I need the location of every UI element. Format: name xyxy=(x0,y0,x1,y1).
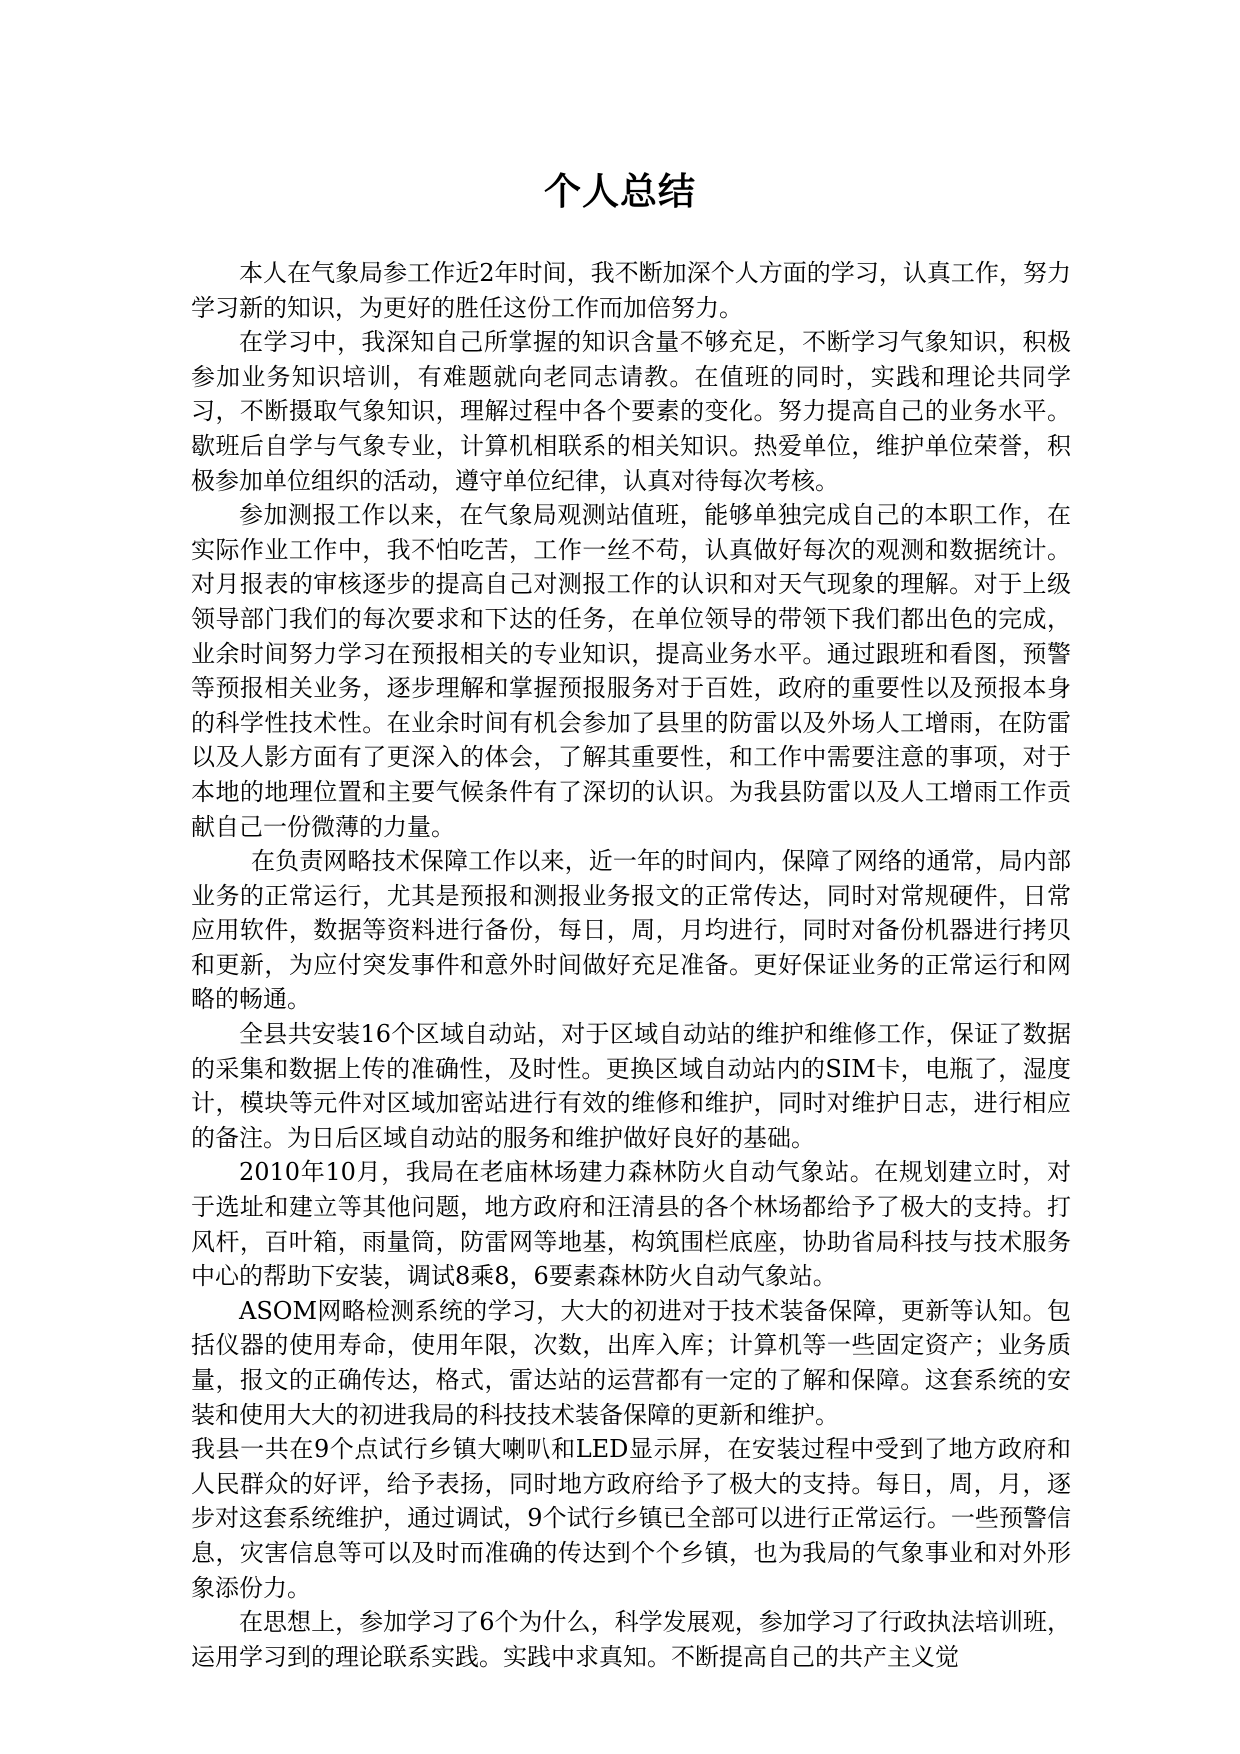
paragraph-ideology: 在思想上，参加学习了6个为什么，科学发展观，参加学习了行政执法培训班，运用学习到的理论联系实践。实践中求真知。不断提高自己的共产主义觉 xyxy=(191,1608,1071,1671)
paragraph-forest-fire-station: 2010年10月，我局在老庙林场建力森林防火自动气象站。在规划建立时，对于选址和建立等其他问题，地方政府和汪清县的各个林场都给予了极大的支持。打风杆，百叶箱，雨量筒，防雷网等地基，构筑围栏底座，协助省局科技与技术服务中心的帮助下安装，调试8乘8，6要素森林防火自动气象站。 xyxy=(191,1158,1071,1291)
paragraph-observation-work: 参加测报工作以来，在气象局观测站值班，能够单独完成自己的本职工作，在实际作业工作中，我不怕吃苦，工作一丝不苟，认真做好每次的观测和数据统计。对月报表的审核逐步的提高自己对测报工作的认识和对天气现象的理解。对于上级领导部门我们的每次要求和下达的任务，在单位领导的带领下我们都出色的完成，业余时间努力学习在预报相关的专业知识，提高业务水平。通过跟班和看图，预警等预报相关业务，逐步理解和掌握预报服务对于百姓，政府的重要性以及预报本身的科学性技术性。在业余时间有机会参加了县里的防雷以及外场人工增雨，在防雷以及人影方面有了更深入的体会，了解其重要性，和工作中需要注意的事项，对于本地的地理位置和主要气候条件有了深切的认识。为我县防雷以及人工增雨工作贡献自己一份微薄的力量。 xyxy=(191,501,1071,841)
document-body xyxy=(191,256,1071,1674)
paragraph-loudspeaker-led: 我县一共在9个点试行乡镇大喇叭和LED显示屏，在安装过程中受到了地方政府和人民群众的好评，给予表扬，同时地方政府给予了极大的支持。每日，周，月，逐步对这套系统维护，通过调试，9个试行乡镇已全部可以进行正常运行。一些预警信息，灾害信息等可以及时而准确的传达到个个乡镇，也为我局的气象事业和对外形象添份力。 xyxy=(191,1435,1071,1602)
paragraph-study: 在学习中，我深知自己所掌握的知识含量不够充足，不断学习气象知识，积极参加业务知识培训，有难题就向老同志请教。在值班的同时，实践和理论共同学习，不断摄取气象知识，理解过程中各个要素的变化。努力提高自己的业务水平。歇班后自学与气象专业，计算机相联系的相关知识。热爱单位，维护单位荣誉，积极参加单位组织的活动，遵守单位纪律，认真对待每次考核。 xyxy=(191,328,1071,495)
document-title: 个人总结 xyxy=(544,170,696,213)
paragraph-network-support: 在负责网略技术保障工作以来，近一年的时间内，保障了网络的通常，局内部业务的正常运行，尤其是预报和测报业务报文的正常传达，同时对常规硬件，日常应用软件，数据等资料进行备份，每日，周，月均进行，同时对备份机器进行拷贝和更新，为应付突发事件和意外时间做好充足准备。更好保证业务的正常运行和网略的畅通。 xyxy=(191,847,1071,1014)
paragraph-asom-system: ASOM网略检测系统的学习，大大的初进对于技术装备保障，更新等认知。包括仪器的使用寿命，使用年限，次数，出库入库；计算机等一些固定资产；业务质量，报文的正确传达，格式，雷达站的运营都有一定的了解和保障。这套系统的安装和使用大大的初进我局的科技技术装备保障的更新和维护。 xyxy=(191,1296,1071,1429)
paragraph-automatic-stations: 全县共安装16个区域自动站，对于区域自动站的维护和维修工作，保证了数据的采集和数据上传的准确性，及时性。更换区域自动站内的SIM卡，电瓶了，湿度计，模块等元件对区域加密站进行有效的维修和维护，同时对维护日志，进行相应的备注。为日后区域自动站的服务和维护做好良好的基础。 xyxy=(191,1020,1071,1152)
paragraph-intro: 本人在气象局参工作近2年时间，我不断加深个人方面的学习，认真工作，努力学习新的知识，为更好的胜任这份工作而加倍努力。 xyxy=(191,259,1071,322)
